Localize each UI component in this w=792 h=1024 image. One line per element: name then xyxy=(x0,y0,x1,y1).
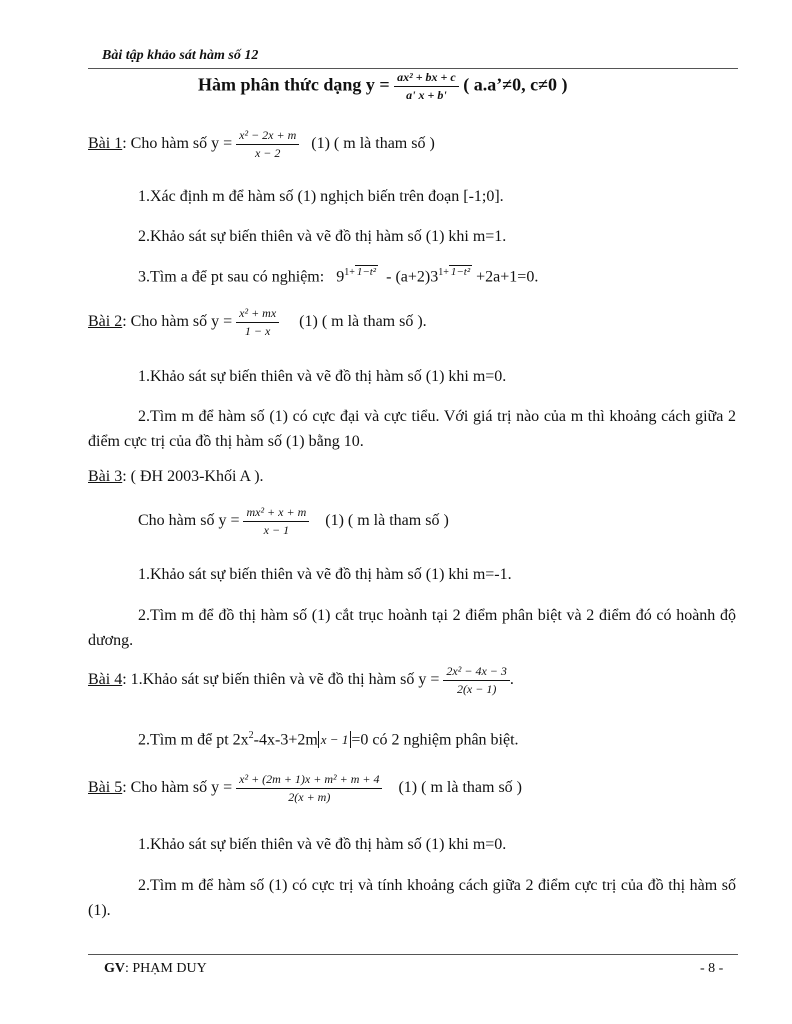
bai3-line-pre: Cho hàm số y = xyxy=(138,512,240,530)
bai1-q2: 2.Khảo sát sự biến thiên và vẽ đồ thị hàm số (1) khi m=1. xyxy=(138,228,507,245)
bai1-q3-exp2: 1+ 1−t² xyxy=(438,266,471,278)
bai2-intro: : Cho hàm số y = xyxy=(122,313,233,331)
bai4-q2-mid: -4x-3+2m xyxy=(253,731,318,749)
bai5-num: x² + (2m + 1)x + m² + m + 4 xyxy=(236,772,382,789)
bai5-q2: 2.Tìm m để hàm số (1) có cực trị và tính khoảng cách giữa 2 điểm cực trị của đồ thị hàm số (1). xyxy=(88,877,736,919)
header-rule xyxy=(88,68,738,69)
section-title xyxy=(198,70,567,103)
bai1-q3-exp1: 1+ 1−t² xyxy=(344,266,377,278)
bai4-label: Bài 4 xyxy=(88,671,123,689)
bai2-fraction xyxy=(236,306,279,339)
bai3-heading xyxy=(88,468,264,486)
bai1-statement xyxy=(88,128,435,161)
bai3-q2: 2.Tìm m để đồ thị hàm số (1) cắt trục hoành tại 2 điểm phân biệt và 2 điểm đó có hoành độ dương. xyxy=(88,607,736,649)
bai4-intro: : 1.Khảo sát sự biến thiên và vẽ đồ thị hàm số y = xyxy=(122,671,440,689)
bai4-den: 2(x − 1) xyxy=(456,682,497,696)
bai3-statement xyxy=(138,505,449,538)
footer-page-number: - 8 - xyxy=(700,961,724,976)
bai3-intro: : ( ĐH 2003-Khối A ). xyxy=(122,468,264,485)
bai1-fraction xyxy=(236,128,299,161)
bai2-label: Bài 2 xyxy=(88,313,123,331)
bai4-q2-sup: 2 xyxy=(248,730,254,741)
bai3-den: x − 1 xyxy=(263,523,290,537)
sqrt-radical-2: 1−t² xyxy=(450,266,471,278)
bai1-q3 xyxy=(138,266,538,286)
title-fraction-den: a' x + b' xyxy=(406,88,447,102)
bai4-num: 2x² − 4x − 3 xyxy=(443,664,509,681)
footer-gv-label: GV xyxy=(104,961,125,976)
footer-gv-name: : PHẠM DUY xyxy=(125,961,207,976)
bai2-den: 1 − x xyxy=(244,324,271,338)
bai4-q2-end: =0 có 2 nghiệm phân biệt. xyxy=(351,731,519,749)
title-fraction xyxy=(394,70,459,103)
bai4-after: . xyxy=(509,671,514,689)
bai4-q2 xyxy=(138,730,519,749)
bai5-q1: 1.Khảo sát sự biến thiên và vẽ đồ thị hàm số (1) khi m=0. xyxy=(138,836,507,853)
abs-value-expr: x − 1 xyxy=(318,731,352,748)
bai4-statement xyxy=(88,664,514,697)
bai2-q2: 2.Tìm m để hàm số (1) có cực đại và cực tiểu. Với giá trị nào của m thì khoảng cách giữa 2 điểm cực trị của đồ thị hàm số (1) bằng 10. xyxy=(88,408,736,450)
sqrt-radical-1: 1−t² xyxy=(356,266,377,278)
title-fraction-num: ax² + bx + c xyxy=(394,70,459,87)
title-suffix: ( a.a’≠0, c≠0 ) xyxy=(463,74,568,95)
bai5-label: Bài 5 xyxy=(88,779,123,797)
bai5-intro: : Cho hàm số y = xyxy=(122,779,233,797)
footer-rule xyxy=(88,954,738,955)
bai3-num: mx² + x + m xyxy=(243,505,309,522)
bai1-q3-base1: 9 xyxy=(336,268,345,286)
bai1-label: Bài 1 xyxy=(88,135,123,153)
running-header: Bài tập khảo sát hàm số 12 xyxy=(102,48,259,63)
bai5-den: 2(x + m) xyxy=(288,790,331,804)
title-prefix: Hàm phân thức dạng y = xyxy=(198,74,390,95)
bai3-fraction xyxy=(243,505,309,538)
bai4-fraction xyxy=(443,664,509,697)
bai1-intro: : Cho hàm số y = xyxy=(122,135,233,153)
bai2-after: (1) ( m là tham số ). xyxy=(299,313,427,331)
bai5-statement xyxy=(88,772,522,805)
bai3-label: Bài 3 xyxy=(88,468,123,485)
bai2-statement xyxy=(88,306,427,339)
bai1-q3-end: +2a+1=0. xyxy=(476,268,539,286)
bai1-num: x² − 2x + m xyxy=(236,128,299,145)
bai5-after: (1) ( m là tham số ) xyxy=(398,779,522,797)
bai4-q2-pre: 2.Tìm m để pt 2x xyxy=(138,731,249,749)
bai2-q1: 1.Khảo sát sự biến thiên và vẽ đồ thị hàm số (1) khi m=0. xyxy=(138,368,507,385)
bai3-q1: 1.Khảo sát sự biến thiên và vẽ đồ thị hàm số (1) khi m=-1. xyxy=(138,566,512,583)
bai3-after: (1) ( m là tham số ) xyxy=(325,512,449,530)
bai1-q1: 1.Xác định m để hàm số (1) nghịch biến trên đoạn [-1;0]. xyxy=(138,188,504,205)
bai5-fraction xyxy=(236,772,382,805)
footer-author xyxy=(104,961,207,977)
bai1-q3-pre: 3.Tìm a để pt sau có nghiệm: xyxy=(138,268,325,286)
bai2-num: x² + mx xyxy=(236,306,279,323)
bai1-after: (1) ( m là tham số ) xyxy=(311,135,435,153)
bai1-q3-mid: - (a+2)3 xyxy=(386,268,439,286)
bai1-den: x − 2 xyxy=(254,146,281,160)
